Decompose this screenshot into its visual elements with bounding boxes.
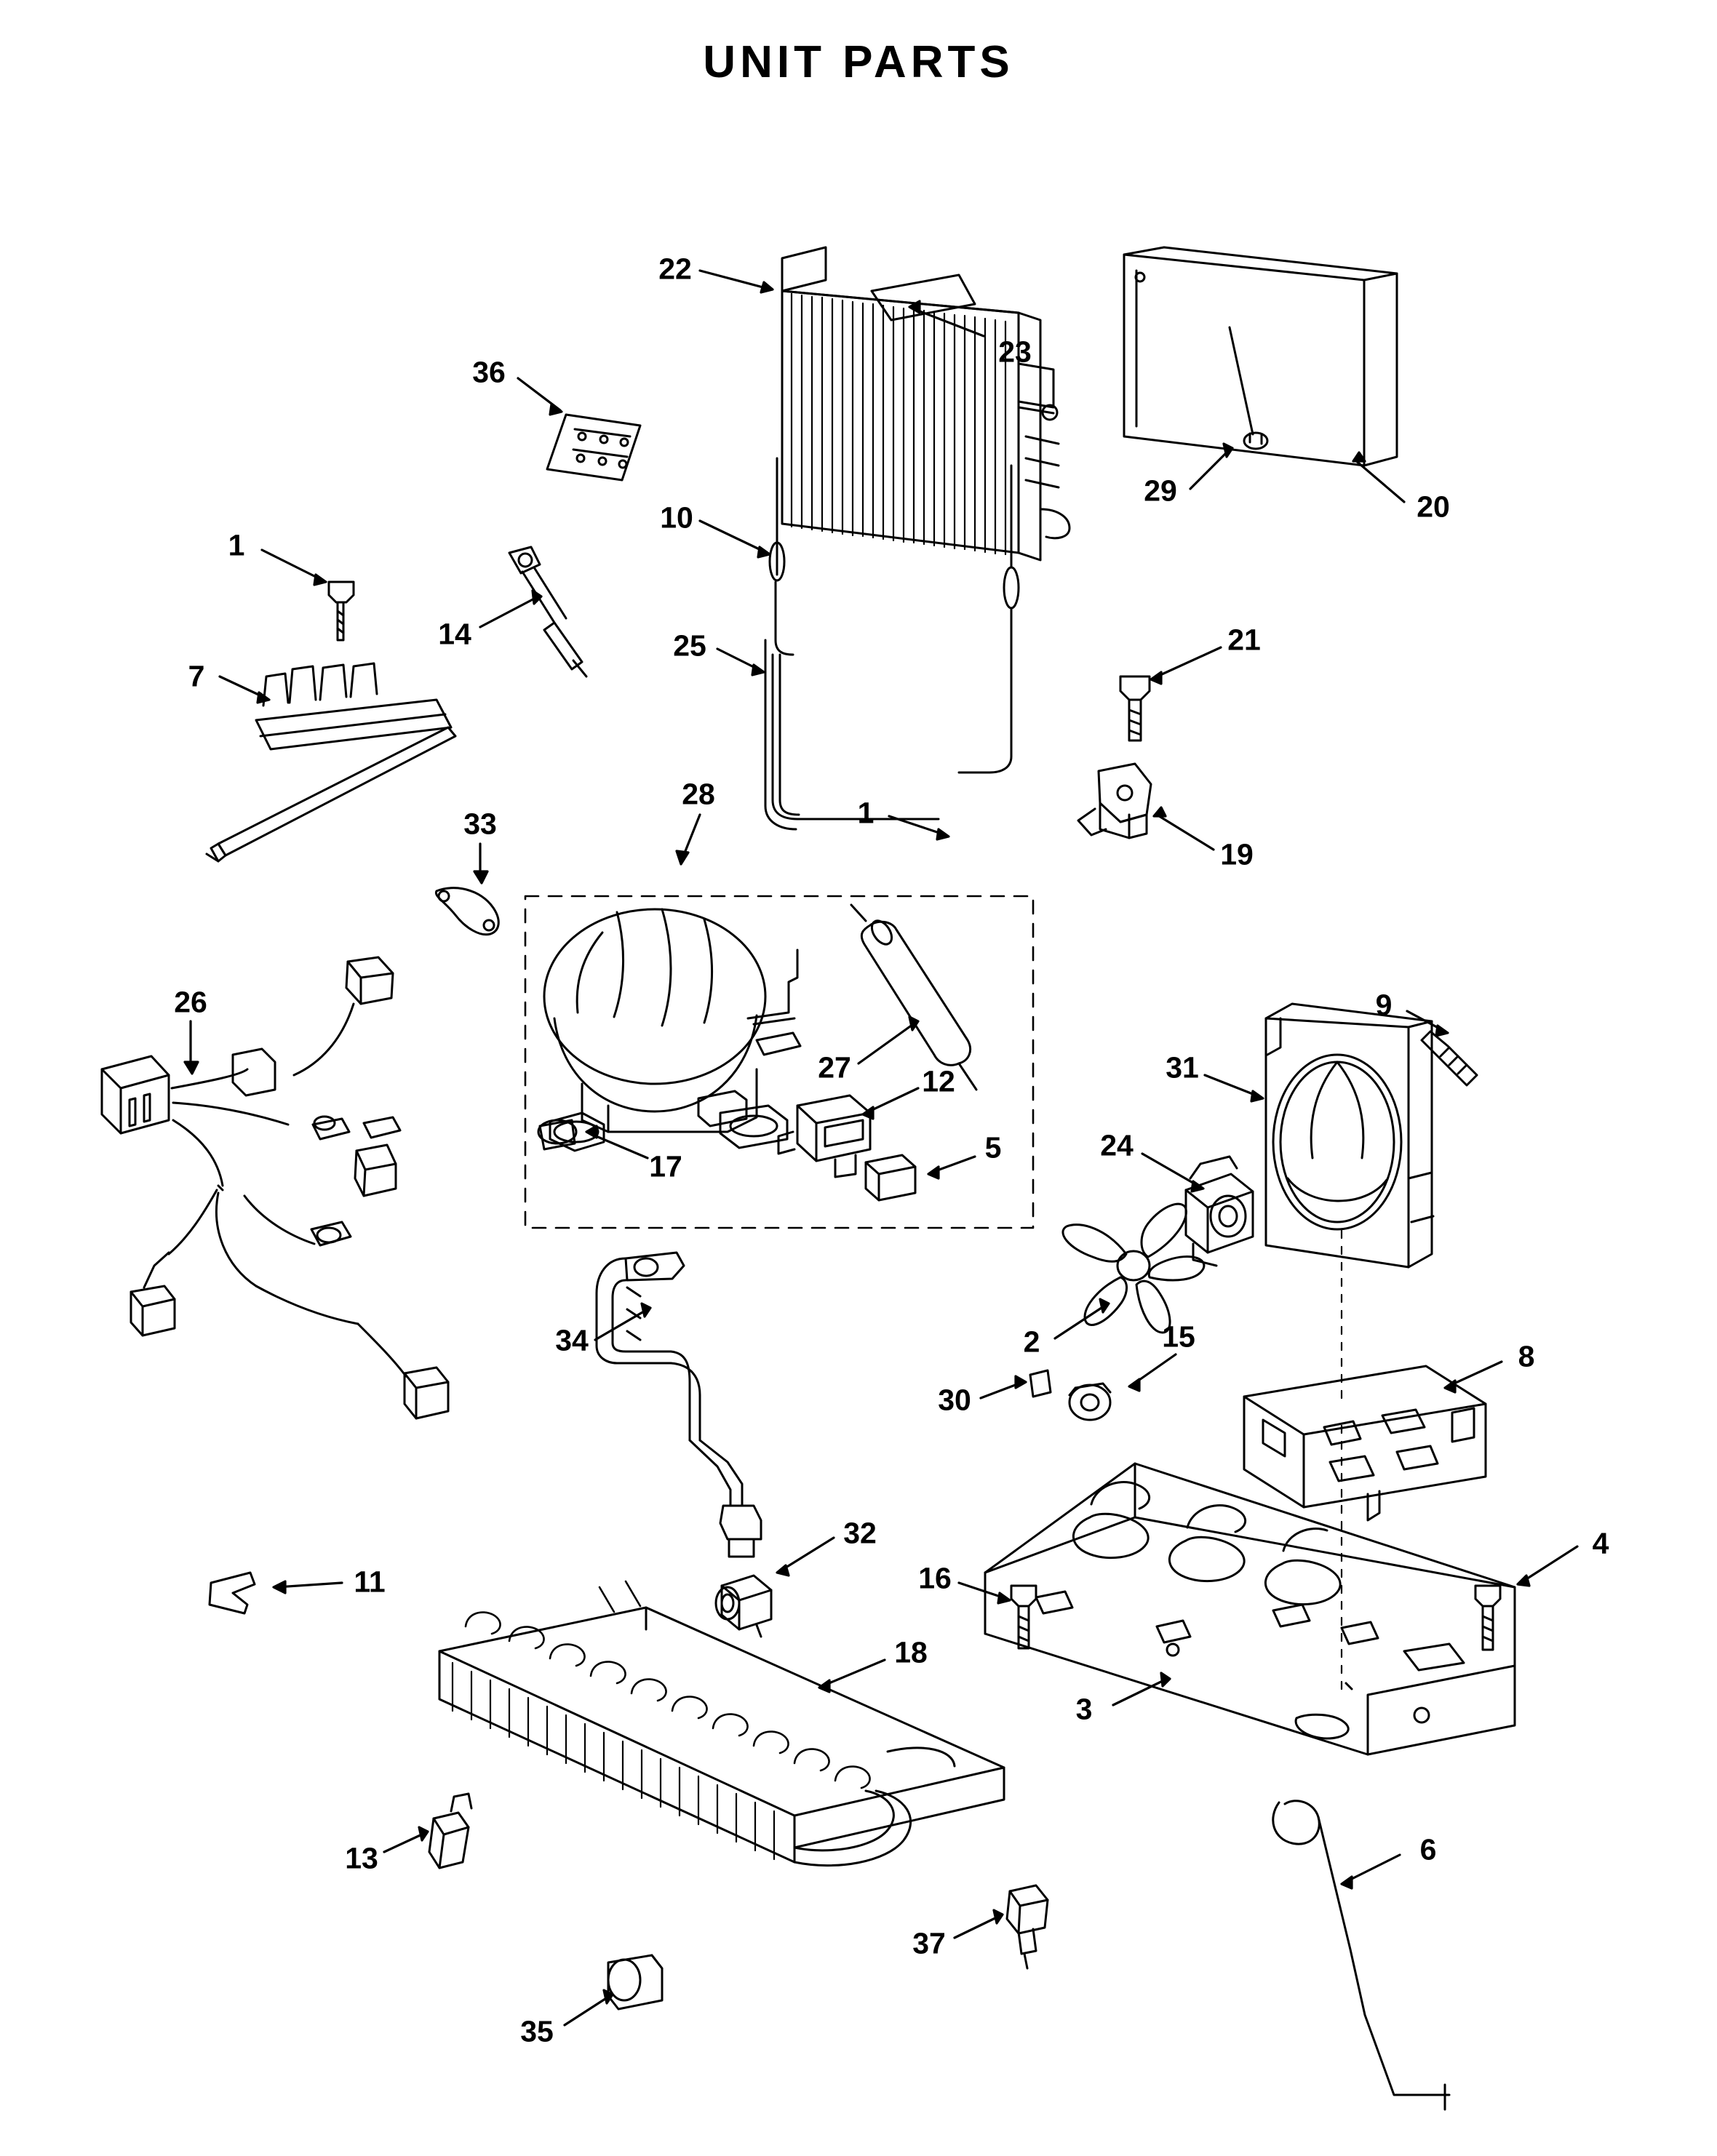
leader-lines [185,271,1577,2025]
callout-base-pan: 3 [1075,1692,1093,1726]
callout-damper-strut: 14 [438,617,471,651]
part-fan-blade [1063,1204,1204,1333]
callout-condenser-coil-assembly: 22 [658,252,692,286]
callout-thermostat-sensor: 32 [843,1516,877,1550]
callout-relay-overload: 12 [922,1064,955,1098]
part-base-pan [985,1464,1515,1754]
part-compressor [538,909,800,1151]
callout-fan-blade: 2 [1023,1325,1040,1359]
page-title: UNIT PARTS [703,37,1014,87]
callout-control-board-plate: 36 [472,355,506,389]
part-sensor-clip [1007,1885,1048,1968]
part-cover-panel [1124,247,1397,466]
callout-screw: 29 [1144,474,1177,508]
callout-screw: 4 [1592,1526,1609,1560]
callout-spacer: 30 [938,1383,971,1417]
part-fan-shroud [1266,1004,1433,1267]
part-wire-harness [102,957,448,1418]
callout-dryer-filter: 27 [818,1050,851,1085]
part-filter-drier [608,1955,662,2009]
part-capacitor-cover [866,1155,915,1200]
part-thermostat-sensor [716,1576,771,1637]
callout-screw: 1 [228,528,245,562]
part-screw-16 [1011,1586,1036,1648]
callout-drain-tube-wire: 6 [1419,1832,1437,1866]
part-screw-4 [1475,1586,1500,1650]
callout-hinge-bracket: 19 [1220,837,1254,871]
callout-ground-strap: 33 [463,807,497,841]
part-drain-hose [597,1253,761,1557]
part-dryer-filter [851,905,976,1090]
part-clip-11 [210,1573,255,1613]
part-tubing-frame [765,458,1019,829]
part-screw-1-top [329,582,354,640]
callout-screw: 1 [857,796,875,830]
callout-wire-harness: 26 [174,985,207,1019]
part-coil-clip [429,1794,471,1868]
part-screw-21 [1120,676,1150,740]
part-wiring-bracket [207,663,455,861]
part-screw-9 [1422,1031,1477,1085]
callout-fan-shroud: 31 [1166,1050,1199,1085]
callout-condenser-fan-motor: 24 [1100,1128,1134,1162]
part-condenser-coil-assembly [782,247,1069,560]
callout-evaporator-coil: 18 [894,1635,928,1669]
part-damper-strut [509,547,586,676]
callout-filter-drier: 35 [520,2014,554,2048]
callout-cover-panel: 20 [1417,490,1450,524]
callout-capacitor-cover: 5 [984,1130,1002,1165]
callout-screw: 21 [1227,623,1261,657]
part-control-board-plate [547,415,640,480]
callout-sensor-clip: 37 [912,1926,946,1960]
part-relay-overload [778,1095,870,1177]
callout-drain-tube-frame: 25 [673,628,706,663]
part-evaporator-coil [439,1581,1004,1866]
part-condenser-fan-motor [1186,1157,1253,1266]
callout-screw: 16 [918,1561,952,1595]
part-compressor-boundary [525,896,1033,1228]
callout-grommet: 15 [1162,1319,1195,1354]
part-hinge-bracket [1078,764,1151,838]
callout-screw: 9 [1375,988,1393,1022]
callout-wiring-bracket: 7 [188,659,205,693]
callout-coil-bracket: 23 [998,335,1032,369]
part-ground-strap [436,888,498,935]
callout-coil-clip: 13 [345,1841,378,1875]
callout-motor-mount-tray: 8 [1518,1339,1535,1373]
callout-tubing: 10 [660,500,693,535]
callout-grommet: 17 [649,1149,682,1183]
callout-compressor-assembly: 28 [682,777,715,811]
callout-clip: 11 [354,1565,386,1599]
part-grommet-15 [1069,1384,1110,1420]
part-spacer-30 [1030,1370,1051,1397]
callout-drain-hose: 34 [555,1323,589,1357]
